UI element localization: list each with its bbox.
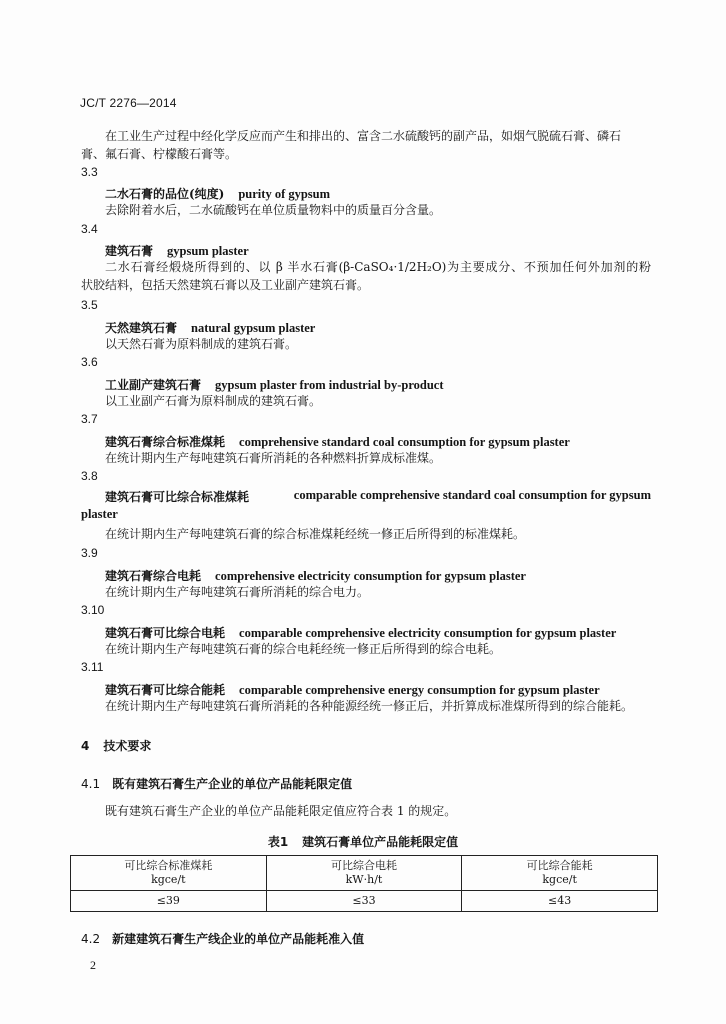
table-header-cell [266, 856, 462, 891]
term-definition: 在统计期内生产每吨建筑石膏所消耗的各种能源经统一修正后，并折算成标准煤所得到的综合能耗。 [105, 699, 634, 713]
table-header-row [71, 856, 658, 891]
clause-text: 既有建筑石膏生产企业的单位产品能耗限定值应符合表 1 的规定。 [105, 804, 457, 818]
term-definition: 去除附着水后，二水硫酸钙在单位质量物料中的质量百分含量。 [105, 203, 442, 217]
section-heading [81, 737, 151, 754]
section-number: 4 [81, 739, 90, 753]
intro-line-2: 膏、氟石膏、柠檬酸石膏等。 [81, 147, 238, 161]
header-name: 可比综合能耗 [526, 859, 593, 872]
term-number: 3.8 [81, 469, 98, 483]
table-caption-title: 建筑石膏单位产品能耗限定值 [302, 835, 459, 849]
term-zh: 建筑石膏 [105, 244, 154, 258]
term-zh: 建筑石膏可比综合能耗 [105, 683, 226, 697]
table-cell: ≤43 [462, 891, 658, 912]
term-en: gypsum plaster from industrial by-product [215, 378, 444, 392]
clause-heading [81, 930, 364, 947]
term-title [105, 317, 315, 336]
term-en: comparable comprehensive electricity consumption for gypsum plaster [239, 626, 617, 640]
term-definition: 二水石膏经煅烧所得到的、以 β 半水石膏(β-CaSO₄·1/2H₂O)为主要成分、不预加任何外加剂的粉 [105, 260, 651, 274]
clause-number: 4.1 [81, 777, 101, 791]
clause-number: 4.2 [81, 932, 101, 946]
term-definition: 在统计期内生产每吨建筑石膏的综合标准煤耗经统一修正后所得到的标准煤耗。 [105, 527, 526, 541]
term-zh: 建筑石膏可比综合标准煤耗 [105, 490, 250, 504]
term-number: 3.11 [81, 660, 104, 674]
header-name: 可比综合电耗 [330, 859, 397, 872]
term-definition: 在统计期内生产每吨建筑石膏所消耗的综合电力。 [105, 585, 370, 599]
intro-line-1: 在工业生产过程中经化学反应而产生和排出的、富含二水硫酸钙的副产品，如烟气脱硫石膏、磷石 [105, 129, 622, 143]
table-caption [0, 833, 726, 850]
term-title [105, 488, 651, 505]
header-unit: kgce/t [151, 873, 186, 886]
standard-code: JC/T 2276—2014 [80, 96, 177, 110]
header-name: 可比综合标准煤耗 [124, 859, 213, 872]
term-definition: 以工业副产石膏为原料制成的建筑石膏。 [105, 394, 322, 408]
term-number: 3.10 [81, 603, 105, 617]
term-definition: 以天然石膏为原料制成的建筑石膏。 [105, 337, 298, 351]
term-title [105, 431, 570, 450]
term-number: 3.5 [81, 298, 98, 312]
term-definition: 在统计期内生产每吨建筑石膏所消耗的各种燃料折算成标准煤。 [105, 451, 442, 465]
term-zh: 建筑石膏综合标准煤耗 [105, 435, 226, 449]
clause-title: 既有建筑石膏生产企业的单位产品能耗限定值 [112, 777, 353, 791]
term-en: comparable comprehensive energy consumption for gypsum plaster [239, 683, 600, 697]
table-cell: ≤39 [71, 891, 267, 912]
clause-heading [81, 775, 352, 792]
clause-title: 新建建筑石膏生产线企业的单位产品能耗准入值 [112, 932, 365, 946]
term-number: 3.9 [81, 546, 98, 560]
term-en: comprehensive standard coal consumption for gypsum plaster [239, 435, 570, 449]
page-number: 2 [90, 958, 96, 972]
term-en: purity of gypsum [238, 187, 331, 201]
energy-limit-table [70, 855, 658, 912]
table-header-cell [71, 856, 267, 891]
term-zh: 建筑石膏可比综合电耗 [105, 626, 226, 640]
term-en-cont: plaster [81, 507, 118, 521]
table-row [71, 891, 658, 912]
term-definition: 在统计期内生产每吨建筑石膏的综合电耗经统一修正后所得到的综合电耗。 [105, 642, 502, 656]
term-number: 3.3 [81, 165, 98, 179]
term-title [105, 679, 600, 698]
term-number: 3.4 [81, 222, 98, 236]
header-unit: kgce/t [542, 873, 577, 886]
term-title [105, 374, 444, 393]
term-en: comprehensive electricity consumption for gypsum plaster [215, 569, 526, 583]
term-zh: 二水石膏的品位(纯度) [105, 187, 225, 201]
term-number: 3.7 [81, 412, 98, 426]
term-en: comparable comprehensive standard coal consumption for gypsum [293, 488, 651, 502]
term-zh: 建筑石膏综合电耗 [105, 569, 202, 583]
term-title [105, 183, 330, 202]
header-unit: kW·h/t [345, 873, 383, 886]
term-en: gypsum plaster [167, 244, 249, 258]
table-cell: ≤33 [266, 891, 462, 912]
table-caption-number: 表1 [267, 835, 289, 849]
term-en: natural gypsum plaster [191, 321, 316, 335]
term-title [105, 622, 616, 641]
term-title [105, 240, 249, 259]
table-header-cell [462, 856, 658, 891]
term-zh: 天然建筑石膏 [105, 321, 178, 335]
term-title [105, 565, 526, 584]
term-definition-cont: 状胶结料，包括天然建筑石膏以及工业副产建筑石膏。 [81, 278, 370, 292]
section-title: 技术要求 [103, 739, 152, 753]
term-number: 3.6 [81, 355, 98, 369]
term-zh: 工业副产建筑石膏 [105, 378, 202, 392]
